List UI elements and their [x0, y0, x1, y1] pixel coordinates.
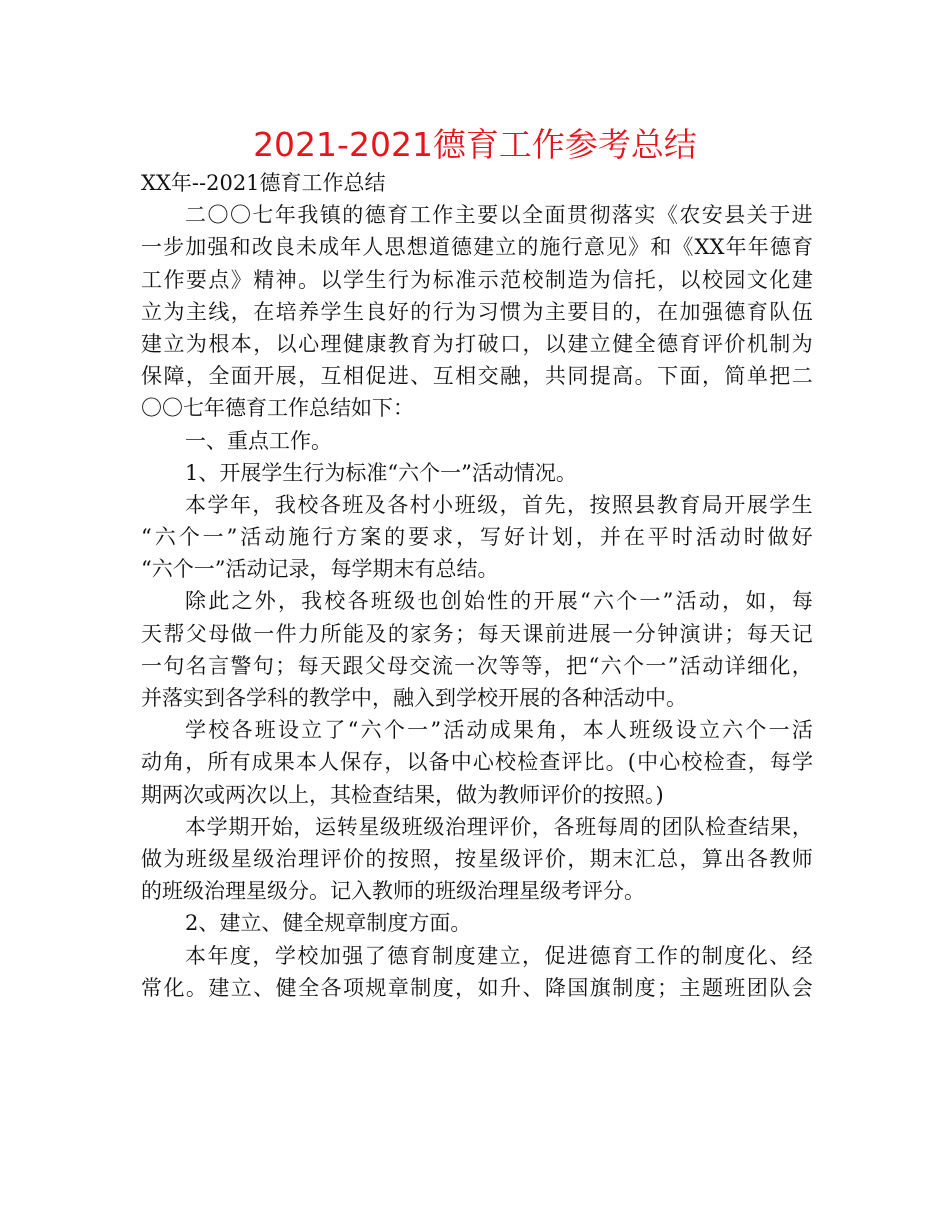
text-line: 建 立 为 根 本 ， 以 心 理 健 康 教 育 为 打 破 口 ， 以 建 立 健 全 德 育 评 价 机 制 为 [141, 331, 813, 356]
text-line: 一 句 名 言 警 句 ； 每 天 跟 父 母 交 流 一 次 等 等 ， 把 “ 六 个 一 ” 活 动 详 细 化 ， [141, 653, 813, 678]
text-line: 2、建立、健全规章制度方面。 [185, 911, 472, 936]
text-line: 保 障 ， 全 面 开 展 ， 互 相 促 进 、 互 相 交 融 ， 共 同 提 高 。 下 面 ， 简 单 把 二 [141, 364, 813, 389]
text-line: “六个一”活动记录，每学期末有总结。 [141, 557, 499, 582]
text-line: 〇〇七年德育工作总结如下： [141, 396, 414, 421]
document-title: 2021-2021德育工作参考总结 [253, 125, 697, 164]
text-line: XX年--2021德育工作总结 [141, 171, 386, 195]
text-line: 本 年 度 ， 学 校 加 强 了 德 育 制 度 建 立 ， 促 进 德 育 工 作 的 制 度 化 、 经 [185, 943, 813, 968]
text-line: 工 作 要 点 》 精 神 。 以 学 生 行 为 标 准 示 范 校 制 造 为 信 托 ， 以 校 园 文 化 建 [141, 267, 813, 292]
text-line: 除 此 之 外 ， 我 校 各 班 级 也 创 始 性 的 开 展 “ 六 个 一 ” 活 动 ， 如 ， 每 [185, 589, 813, 614]
text-line: 1、开展学生行为标准“六个一”活动情况。 [185, 460, 577, 485]
text-line: 一、重点工作。 [185, 428, 332, 453]
text-line: 二 〇 〇 七 年 我 镇 的 德 育 工 作 主 要 以 全 面 贯 彻 落 实 《 农 安 县 关 于 进 [185, 203, 813, 228]
text-line: 动 角 ， 所 有 成 果 本 人 保 存 ， 以 备 中 心 校 检 查 评 比 。 ( 中 心 校 检 查 ， 每 学 [141, 750, 813, 775]
text-line: 做 为 班 级 星 级 治 理 评 价 的 按 照 ， 按 星 级 评 价 ， 期 末 汇 总 ， 算 出 各 教 师 [141, 846, 813, 871]
text-line: 一 步 加 强 和 改 良 未 成 年 人 思 想 道 德 建 立 的 施 行 意 见 》 和 《 XX 年 年 德 育 [141, 235, 813, 260]
text-line: 立 为 主 线 ， 在 培 养 学 生 良 好 的 行 为 习 惯 为 主 要 目 的 ， 在 加 强 德 育 队 伍 [141, 299, 813, 324]
text-line: 期两次或两次以上，其检查结果，做为教师评价的按照。) [141, 782, 664, 807]
text-line: 学 校 各 班 设 立 了 “ 六 个 一 ” 活 动 成 果 角 ， 本 人 班 级 设 立 六 个 一 活 [185, 718, 813, 743]
text-line: 的班级治理星级分。记入教师的班级治理星级考评分。 [141, 879, 645, 904]
document-body [141, 167, 813, 1004]
text-line: 并落实到各学科的教学中，融入到学校开展的各种活动中。 [141, 686, 687, 710]
text-line: 天 帮 父 母 做 一 件 力 所 能 及 的 家 务 ； 每 天 课 前 进 展 一 分 钟 演 讲 ； 每 天 记 [141, 621, 813, 646]
text-line: “ 六 个 一 ” 活 动 施 行 方 案 的 要 求 ， 写 好 计 划 ， 并 在 平 时 活 动 时 做 好 [141, 525, 813, 550]
text-line: 常 化 。 建 立 、 健 全 各 项 规 章 制 度 ， 如 升 、 降 国 旗 制 度 ； 主 题 班 团 队 会 [141, 975, 813, 1000]
text-line: 本 学 年 ， 我 校 各 班 及 各 村 小 班 级 ， 首 先 ， 按 照 县 教 育 局 开 展 学 生 [185, 492, 813, 517]
text-line: 本 学 期 开 始 ， 运 转 星 级 班 级 治 理 评 价 ， 各 班 每 周 的 团 队 检 查 结 果 ， [185, 814, 813, 839]
